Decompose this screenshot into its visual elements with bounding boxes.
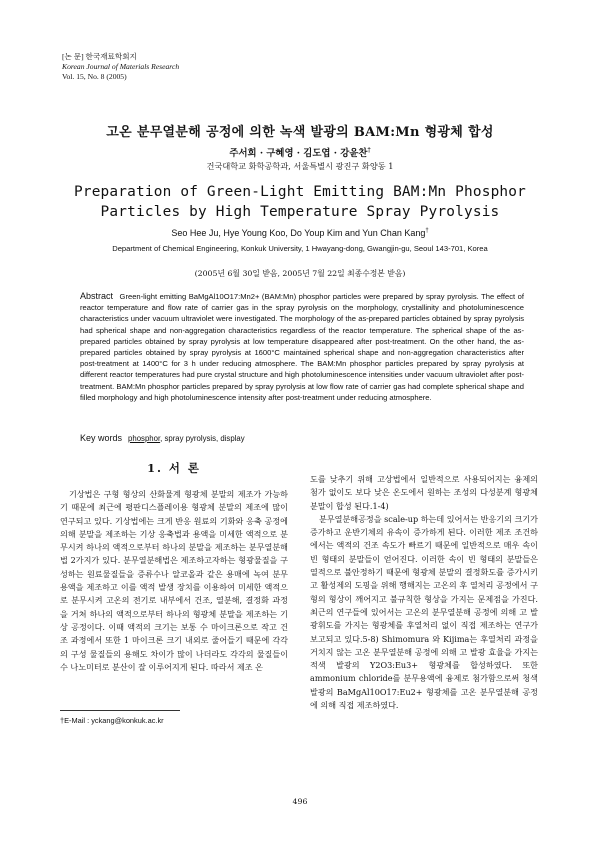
journal-volume: Vol. 15, No. 8 (2005)	[62, 72, 127, 81]
journal-korean-name: [논 문] 한국재료학회지	[62, 52, 137, 61]
abstract-label: Abstract	[80, 291, 114, 301]
korean-authors	[0, 145, 600, 159]
left-column	[60, 488, 288, 674]
korean-affiliation: 건국대학교 화학공학과, 서울특별시 광진구 화양동 1	[206, 161, 394, 171]
footnote-divider	[60, 710, 180, 711]
journal-english-name: Korean Journal of Materials Research	[62, 62, 180, 71]
corresponding-author-mark: †	[367, 146, 371, 154]
english-author-names: Seo Hee Ju, Hye Young Koo, Do Youp Kim and Yun Chan Kang	[171, 228, 426, 238]
footnote-email: †E-Mail : yckang@konkuk.ac.kr	[60, 716, 164, 725]
english-title-line-1: Preparation of Green-Light Emitting BAM:Mn Phosphor	[73, 184, 527, 200]
section-heading-introduction: 1. 서 론	[147, 461, 201, 475]
english-title-line-2: Particles by High Temperature Spray Pyrolysis	[100, 204, 500, 220]
keywords	[80, 433, 524, 443]
intro-paragraph-1: 기상법은 구형 형상의 산화물계 형광체 분말의 제조가 가능하기 때문에 최근에 평판디스플레이용 형광체 분말의 제조에 많이 연구되고 있다. 기상법에는 크게 반응 원료의 기화와 응축 공정에 의해 분말을 제조하는 기상 응축법과 용액을 미세한 액적으로 분무시켜 하나의 액적으로부터 하나의 분말을 제조하는 분무열분해법 2가지가 있다. 분무열분해법은 제조하고자하는 형광물질을 구성하는 원료물질들을 증류수나 알코올과 같은 용매에 녹여 분무용액을 제조하고 이를 액적 발생 장치를 이용하여 미세한 액적으로 분무시켜 고온의 전기로 내부에서 건조, 열분해, 결정화 과정을 거쳐 하나의 액적으로부터 하나의 형광체 분말을 제조하는 기상 공정이다. 이때 액적의 크기는 보통 수 마이크론으로 작고 건조 과정에서 또한 1 마이크론 크기 내외로 줄어들기 때문에 각각의 구성 물질들의 용해도 차이가 많이 나더라도 각각의 물질들이 수 나노미터로 분산이 잘 이루어지게 된다. 따라서 제조 온	[60, 489, 288, 672]
abstract-text: Green-light emitting BaMgAl10O17:Mn2+ (BAM:Mn) phosphor particles were prepared by spray pyrolysis. The effect of reactor temperature and flow rate of carrier gas in the spray pyrolysis on the morphology, crystallinity and photoluminescence characteristics under vacuum ultraviolet were investigated. The morphology of the as-prepared particles obtained by spray pyrolysis had spherical shape and non-aggregation characteristics regardless of the reactor temperature. The spherical shape of the as-prepared particles obtained by spray pyrolysis at low temperature disappeared after post-treatment. On the other hand, the as-prepared particles obtained by spray pyrolysis at 1600°C maintained spherical shape and non-aggregation characteristics after post-treatment at 1400°C for 3 h under reducing atmosphere. The BAM:Mn phosphor particles prepared by spray pyrolysis at different reactor temperatures had pure crystal structure and high photoluminescence intensities under vacuum ultraviolet after post-treatment. BAM:Mn phosphor particles prepared by spray pyrolysis at low flow rate of carrier gas had complete spherical shape and filled morphology and high photoluminescence intensity after post-treatment under reducing atmosphere.	[80, 292, 524, 402]
right-column	[310, 473, 538, 712]
english-affiliation: Department of Chemical Engineering, Konkuk University, 1 Hwayang-dong, Gwangjin-gu, Seoul 143-701, Korea	[112, 244, 488, 253]
keywords-label: Key words	[80, 433, 123, 443]
english-corresponding-mark: †	[425, 228, 429, 234]
keyword-phosphor: phosphor	[128, 434, 161, 443]
korean-title: 고온 분무열분해 공정에 의한 녹색 발광의 BAM:Mn 형광체 합성	[106, 125, 494, 140]
korean-author-names: 주서희 · 구혜영 · 김도엽 · 강윤찬	[229, 148, 368, 159]
abstract	[80, 291, 524, 403]
page-number: 496	[292, 797, 308, 806]
english-title	[0, 182, 600, 222]
keywords-rest: , spray pyrolysis, display	[160, 434, 245, 443]
intro-paragraph-2: 분무열분해공정을 scale-up 하는데 있어서는 반응기의 크기가 증가하고 운반기체의 유속이 증가하게 된다. 이러한 제조 조건하에서는 액적의 건조 속도가 빠르기 때문에 일반적으로 매우 속이 빈 형태의 분말들이 얻어진다. 이러한 속이 빈 형태의 분말들은 열적으로 불안정하기 때문에 형광체 분말의 결정화도를 증가시키고 활성제의 도핑을 위해 행해지는 고온의 후 열처리 공정에서 구형의 형상이 깨어지고 불규칙한 형상을 가지는 문제점을 가진다. 최근의 연구들에 있어서는 고온의 분무열분해 공정에 의해 고 발광휘도를 가지는 형광체를 후열처리 없이 직접 제조하는 연구가 보고되고 있다.5-8) Shimomura 와 Kijima는 후열처리 과정을 거치지 않는 고온 분무열분해 공정에 의해 고 발광 효율을 가지는 적색 발광의 Y2O3:Eu3+ 형광체를 합성하였다. 또한 ammonium chloride를 분무용액에 융제로 첨가함으로써 청색 발광의 BaMgAl10O17:Eu2+ 형광체를 고온 분무열분해 공정에 의해 직접 제조하였다.	[310, 513, 538, 711]
english-authors	[0, 228, 600, 238]
journal-header	[62, 52, 179, 82]
received-dates: (2005년 6월 30일 받음, 2005년 7월 22일 최종수정본 받음)	[194, 269, 406, 278]
intro-paragraph-continued: 도를 낮추기 위해 고상법에서 일반적으로 사용되어지는 융제의 첨가 없이도 보다 낮은 온도에서 원하는 조성의 다성분계 형광체 분말이 합성 된다.1-4)	[310, 474, 538, 511]
